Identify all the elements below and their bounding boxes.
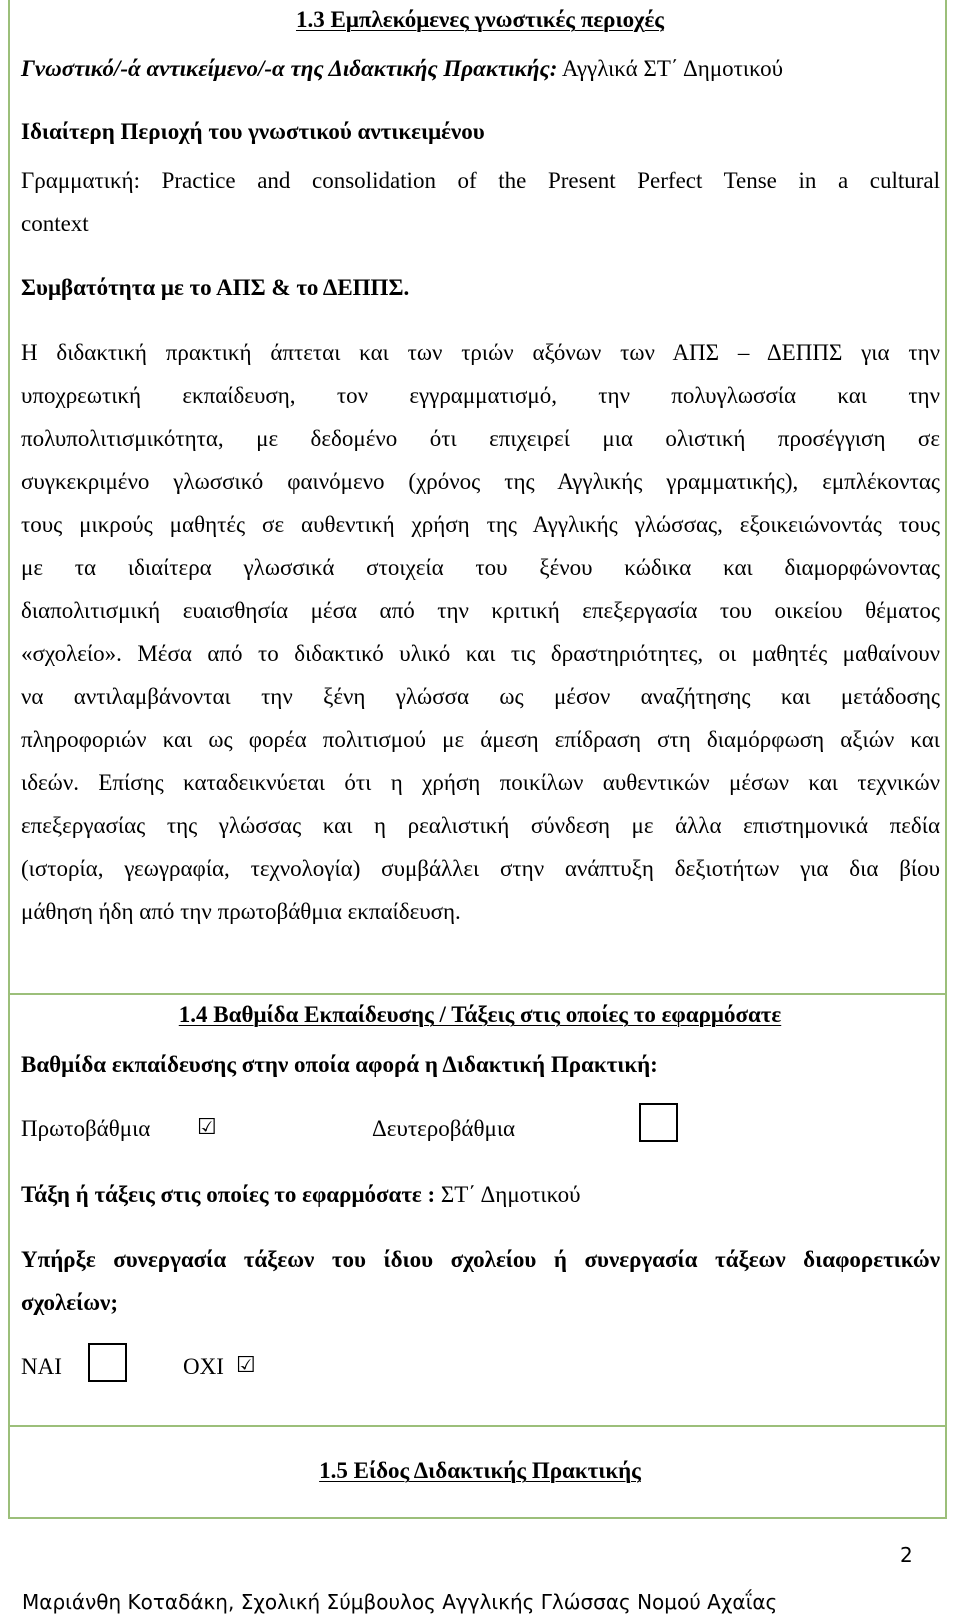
paragraph-line: διαπολιτισμική ευαισθησία μέσα από την κριτική επεξεργασία του οικείου θέματος: [21, 598, 940, 623]
classes-line: [21, 1180, 581, 1210]
section-1-4-title: 1.4 Βαθμίδα Εκπαίδευσης / Τάξεις στις οποίες το εφαρμόσατε: [178, 1002, 782, 1027]
yes-option-label: ΝΑΙ: [21, 1354, 62, 1379]
classes-label: Τάξη ή τάξεις στις οποίες το εφαρμόσατε :: [21, 1182, 436, 1207]
primary-checkbox[interactable]: ☑: [197, 1115, 217, 1140]
no-checkbox[interactable]: ☑: [236, 1353, 256, 1378]
cooperation-question-line-2: σχολείων;: [21, 1290, 118, 1315]
no-option-label: ΟΧΙ: [183, 1354, 224, 1379]
subject-line: [21, 54, 783, 84]
primary-option-label: Πρωτοβάθμια: [21, 1116, 151, 1141]
cooperation-question-line-1: Υπήρξε συνεργασία τάξεων του ίδιου σχολείου ή συνεργασία τάξεων διαφορετικών: [21, 1247, 940, 1272]
level-label: Βαθμίδα εκπαίδευσης στην οποία αφορά η Διδακτική Πρακτική:: [21, 1052, 658, 1077]
paragraph-line: πληροφοριών και ως φορέα πολιτισμού με άμεση επίδραση στη διαμόρφωση αξιών και: [21, 727, 940, 752]
paragraph-line: πολυπολιτισμικότητα, με δεδομένο ότι επιχειρεί μια ολιστική προσέγγιση σε: [21, 426, 940, 451]
page-number: 2: [900, 1543, 913, 1567]
grammar-line-1: Γραμματική: Practice and consolidation of the Present Perfect Tense in a cultural: [21, 168, 940, 193]
secondary-option-label: Δευτεροβάθμια: [372, 1116, 516, 1141]
special-area-label: Ιδιαίτερη Περιοχή του γνωστικού αντικειμένου: [21, 119, 485, 144]
paragraph-line: επεξεργασίας της γλώσσας και η ρεαλιστική σύνδεση με άλλα επιστημονικά πεδία: [21, 813, 940, 838]
paragraph-line: Η διδακτική πρακτική άπτεται και των τριών αξόνων των ΑΠΣ – ΔΕΠΠΣ για την: [21, 340, 940, 365]
paragraph-line: υποχρεωτική εκπαίδευση, τον εγγραμματισμό, την πολυγλωσσία και την: [21, 383, 940, 408]
paragraph-line: να αντιλαμβάνονται την ξένη γλώσσα ως μέσον αναζήτησης και μετάδοσης: [21, 684, 940, 709]
subject-label: Γνωστικό/-ά αντικείμενο/-α της Διδακτικής Πρακτικής:: [21, 56, 558, 81]
paragraph-line: «σχολείο». Μέσα από το διδακτικό υλικό και τις δραστηριότητες, οι μαθητές μαθαίνουν: [21, 641, 940, 666]
footer-author: Μαριάνθη Κοταδάκη, Σχολική Σύμβουλος Αγγλικής Γλώσσας Νομού Αχαΐας: [22, 1590, 778, 1614]
paragraph-line: μάθηση ήδη από την πρωτοβάθμια εκπαίδευση.: [21, 899, 461, 924]
classes-value: ΣΤ΄ Δημοτικού: [440, 1182, 581, 1207]
secondary-checkbox[interactable]: [639, 1103, 678, 1142]
section-1-3-title: 1.3 Εμπλεκόμενες γνωστικές περιοχές: [295, 7, 664, 32]
section-1-3-box: [8, 0, 947, 995]
section-1-5-title: 1.5 Είδος Διδακτικής Πρακτικής: [319, 1458, 641, 1483]
paragraph-line: με τα ιδιαίτερα γλωσσικά στοιχεία του ξένου κώδικα και διαμορφώνοντας: [21, 555, 940, 580]
paragraph-line: ιδεών. Επίσης καταδεικνύεται ότι η χρήση ποικίλων αυθεντικών μέσων και τεχνικών: [21, 770, 940, 795]
paragraph-line: (ιστορία, γεωγραφία, τεχνολογία) συμβάλλει στην ανάπτυξη δεξιοτήτων για δια βίου: [21, 856, 940, 881]
compat-label: Συμβατότητα με το ΑΠΣ & το ΔΕΠΠΣ.: [21, 275, 410, 300]
paragraph-line: συγκεκριμένο γλωσσικό φαινόμενο (χρόνος της Αγγλικής γραμματικής), εμπλέκοντας: [21, 469, 940, 494]
paragraph-line: τους μικρούς μαθητές σε αυθεντική χρήση της Αγγλικής γλώσσας, εξοικειώνοντάς τους: [21, 512, 940, 537]
grammar-line-2: context: [21, 211, 89, 236]
subject-value: Αγγλικά ΣΤ΄ Δημοτικού: [561, 56, 784, 81]
yes-checkbox[interactable]: [88, 1343, 127, 1382]
